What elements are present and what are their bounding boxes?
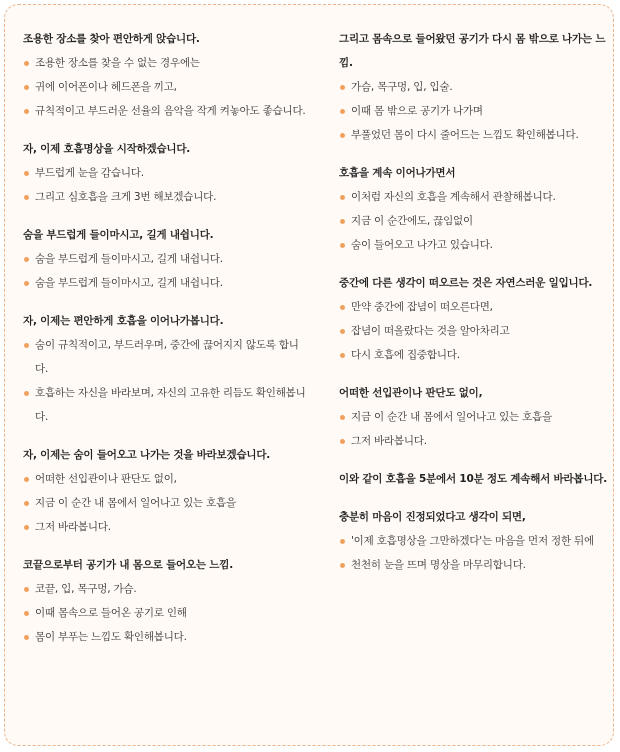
bullet-dot-icon [24, 257, 29, 262]
bullet-dot-icon [340, 109, 345, 114]
bullet-list [23, 247, 308, 295]
section-heading: 자, 이제는 편안하게 호흡을 이어나가봅니다. [23, 315, 224, 327]
list-item-text: 지금 이 순간 내 몸에서 일어나고 있는 호흡을 [351, 411, 552, 423]
bullet-dot-icon [24, 501, 29, 506]
right-column [339, 27, 609, 591]
list-item [339, 319, 609, 343]
list-item-text: 몸이 부푸는 느낌도 확인해봅니다. [35, 631, 187, 643]
list-item-text: 다시 호흡에 집중합니다. [351, 349, 460, 361]
list-item [23, 625, 308, 649]
list-item [23, 515, 308, 539]
section [23, 27, 308, 123]
bullet-dot-icon [340, 329, 345, 334]
section-heading: 호흡을 계속 이어나가면서 [339, 167, 456, 179]
bullet-list [23, 577, 308, 649]
section-heading: 그리고 몸속으로 들어왔던 공기가 다시 몸 밖으로 나가는 느낌. [339, 33, 606, 69]
bullet-list [339, 529, 609, 577]
section [339, 161, 609, 257]
section [339, 467, 609, 491]
list-item-text: 그저 바라봅니다. [35, 521, 111, 533]
bullet-dot-icon [24, 343, 29, 348]
list-item [23, 161, 308, 185]
list-item [23, 577, 308, 601]
list-item [339, 185, 609, 209]
bullet-dot-icon [24, 635, 29, 640]
section [23, 309, 308, 429]
list-item-text: 조용한 장소를 찾을 수 없는 경우에는 [35, 57, 200, 69]
bullet-list [339, 75, 609, 147]
section-heading: 자, 이제는 숨이 들어오고 나가는 것을 바라보겠습니다. [23, 449, 271, 461]
bullet-dot-icon [340, 85, 345, 90]
list-item-text: 귀에 이어폰이나 헤드폰을 끼고, [35, 81, 177, 93]
list-item [339, 429, 609, 453]
list-item [23, 51, 308, 75]
section-heading: 어떠한 선입관이나 판단도 없이, [339, 387, 483, 399]
list-item-text: 지금 이 순간 내 몸에서 일어나고 있는 호흡을 [35, 497, 236, 509]
section-heading: 충분히 마음이 진정되었다고 생각이 되면, [339, 511, 526, 523]
list-item-text: 이처럼 자신의 호흡을 계속해서 관찰해봅니다. [351, 191, 556, 203]
list-item-text: 이때 몸 밖으로 공기가 나가며 [351, 105, 483, 117]
section [23, 223, 308, 295]
list-item [23, 381, 308, 429]
section [339, 381, 609, 453]
list-item [339, 343, 609, 367]
section [339, 271, 609, 367]
bullet-dot-icon [24, 61, 29, 66]
bullet-dot-icon [340, 563, 345, 568]
list-item-text: '이제 호흡명상을 그만하겠다'는 마음을 먼저 정한 뒤에 [351, 535, 594, 547]
section [23, 443, 308, 539]
list-item [23, 75, 308, 99]
bullet-list [339, 295, 609, 367]
bullet-dot-icon [24, 281, 29, 286]
list-item-text: 이때 몸속으로 들어온 공기로 인해 [35, 607, 187, 619]
bullet-dot-icon [340, 415, 345, 420]
section-heading: 코끝으로부터 공기가 내 몸으로 들어오는 느낌. [23, 559, 233, 571]
section-heading: 숨을 부드럽게 들이마시고, 길게 내쉽니다. [23, 229, 214, 241]
list-item [339, 209, 609, 233]
list-item-text: 숨이 들어오고 나가고 있습니다. [351, 239, 493, 251]
section-heading: 중간에 다른 생각이 떠오르는 것은 자연스러운 일입니다. [339, 277, 593, 289]
list-item [23, 467, 308, 491]
bullet-dot-icon [340, 219, 345, 224]
list-item [339, 75, 609, 99]
bullet-dot-icon [340, 539, 345, 544]
bullet-list [23, 467, 308, 539]
bullet-dot-icon [24, 525, 29, 530]
list-item-text: 부드럽게 눈을 감습니다. [35, 167, 144, 179]
list-item-text: 지금 이 순간에도, 끊임없이 [351, 215, 473, 227]
list-item [23, 271, 308, 295]
bullet-dot-icon [24, 587, 29, 592]
section [339, 505, 609, 577]
bullet-dot-icon [340, 195, 345, 200]
bullet-dot-icon [24, 109, 29, 114]
section [23, 553, 308, 649]
section [339, 27, 609, 147]
list-item [339, 233, 609, 257]
list-item-text: 숨을 부드럽게 들이마시고, 길게 내쉽니다. [35, 253, 223, 265]
list-item [339, 123, 609, 147]
list-item-text: 잡념이 떠올랐다는 것을 알아차리고 [351, 325, 510, 337]
bullet-dot-icon [24, 477, 29, 482]
section-heading: 이와 같이 호흡을 5분에서 10분 정도 계속해서 바라봅니다. [339, 473, 608, 485]
list-item [23, 601, 308, 625]
list-item-text: 천천히 눈을 뜨며 명상을 마무리합니다. [351, 559, 526, 571]
left-column [23, 27, 308, 663]
bullet-list [23, 161, 308, 209]
bullet-dot-icon [340, 133, 345, 138]
bullet-dot-icon [24, 611, 29, 616]
list-item [23, 333, 308, 381]
bullet-list [23, 333, 308, 429]
list-item [23, 99, 308, 123]
bullet-dot-icon [24, 195, 29, 200]
list-item [339, 553, 609, 577]
bullet-dot-icon [340, 439, 345, 444]
meditation-guide-card [4, 4, 614, 746]
bullet-dot-icon [24, 391, 29, 396]
list-item [23, 491, 308, 515]
list-item-text: 부풀었던 몸이 다시 줄어드는 느낌도 확인해봅니다. [351, 129, 579, 141]
list-item-text: 규칙적이고 부드러운 선율의 음악을 작게 켜놓아도 좋습니다. [35, 105, 306, 117]
list-item [339, 99, 609, 123]
list-item-text: 코끝, 입, 목구멍, 가슴. [35, 583, 137, 595]
bullet-dot-icon [340, 243, 345, 248]
list-item [23, 185, 308, 209]
list-item-text: 그저 바라봅니다. [351, 435, 427, 447]
bullet-list [23, 51, 308, 123]
bullet-dot-icon [340, 305, 345, 310]
bullet-list [339, 185, 609, 257]
list-item-text: 호흡하는 자신을 바라보며, 자신의 고유한 리듬도 확인해봅니다. [35, 387, 306, 423]
list-item [339, 295, 609, 319]
bullet-list [339, 405, 609, 453]
list-item [339, 529, 609, 553]
list-item-text: 가슴, 목구멍, 입, 입술. [351, 81, 453, 93]
list-item-text: 어떠한 선입관이나 판단도 없이, [35, 473, 177, 485]
list-item-text: 숨을 부드럽게 들이마시고, 길게 내쉽니다. [35, 277, 223, 289]
bullet-dot-icon [24, 171, 29, 176]
list-item-text: 만약 중간에 잡념이 떠오른다면, [351, 301, 493, 313]
list-item-text: 그리고 심호흡을 크게 3번 해보겠습니다. [35, 191, 217, 203]
bullet-dot-icon [340, 353, 345, 358]
list-item [23, 247, 308, 271]
list-item [339, 405, 609, 429]
section-heading: 조용한 장소를 찾아 편안하게 앉습니다. [23, 33, 200, 45]
section-heading: 자, 이제 호흡명상을 시작하겠습니다. [23, 143, 191, 155]
list-item-text: 숨이 규칙적이고, 부드러우며, 중간에 끊어지지 않도록 합니다. [35, 339, 299, 375]
bullet-dot-icon [24, 85, 29, 90]
section [23, 137, 308, 209]
